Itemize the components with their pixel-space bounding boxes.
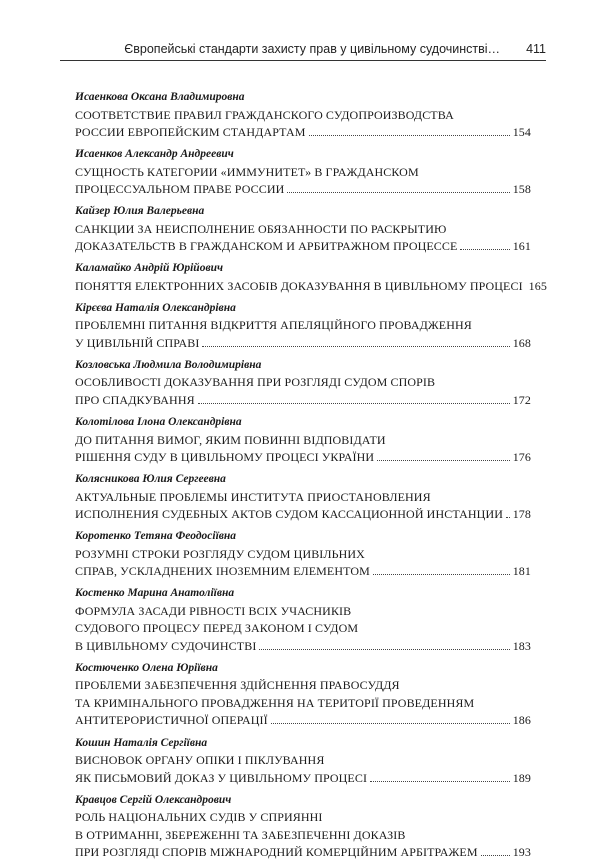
toc-entry bbox=[75, 203, 531, 256]
toc-title-text: ЯК ПИСЬМОВИЙ ДОКАЗ У ЦИВІЛЬНОМУ ПРОЦЕСІ bbox=[75, 770, 368, 785]
toc-entry bbox=[75, 300, 531, 353]
toc-title-line: СООТВЕТСТВИЕ ПРАВИЛ ГРАЖДАНСКОГО СУДОПРОИЗВОДСТВА bbox=[75, 107, 454, 122]
toc-title-line: ФОРМУЛА ЗАСАДИ РІВНОСТІ ВСІХ УЧАСНИКІВ bbox=[75, 603, 352, 618]
toc-title-text: ПОНЯТТЯ ЕЛЕКТРОННИХ ЗАСОБІВ ДОКАЗУВАННЯ В ЦИВІЛЬНОМУ ПРОЦЕСІ bbox=[75, 278, 523, 293]
toc-author: Козловська Людмила Володимирівна bbox=[75, 358, 262, 371]
toc-entry bbox=[75, 660, 531, 730]
toc-title-line: АКТУАЛЬНЫЕ ПРОБЛЕМЫ ИНСТИТУТА ПРИОСТАНОВЛЕНИЯ bbox=[75, 489, 431, 504]
toc-author: Исаенков Александр Андреевич bbox=[75, 148, 234, 161]
toc-title-line: СУДОВОГО ПРОЦЕСУ ПЕРЕД ЗАКОНОМ І СУДОМ bbox=[75, 621, 359, 636]
toc-title-line: ВИСНОВОК ОРГАНУ ОПІКИ І ПІКЛУВАННЯ bbox=[75, 753, 325, 768]
toc-author: Коротенко Тетяна Феодосіївна bbox=[75, 530, 237, 543]
toc-title-text: ПРОЦЕССУАЛЬНОМ ПРАВЕ РОССИИ bbox=[75, 182, 285, 197]
toc-page-number: 178 bbox=[512, 507, 531, 522]
toc-title-line bbox=[75, 238, 531, 256]
toc-page-number: 154 bbox=[512, 125, 531, 139]
toc-title-line: ДО ПИТАННЯ ВИМОГ, ЯКИМ ПОВИННІ ВІДПОВІДАТИ bbox=[75, 432, 386, 447]
toc-title-line bbox=[75, 335, 531, 353]
toc-page-number: 168 bbox=[512, 335, 531, 350]
toc-title-line: ПРОБЛЕМНІ ПИТАННЯ ВІДКРИТТЯ АПЕЛЯЦІЙНОГО ПРОВАДЖЕННЯ bbox=[75, 318, 472, 333]
toc-title-text: В ЦИВІЛЬНОМУ СУДОЧИНСТВІ bbox=[75, 638, 257, 653]
toc-entry bbox=[75, 89, 531, 142]
toc-title-text: АНТИТЕРОРИСТИЧНОЇ ОПЕРАЦІЇ bbox=[75, 713, 268, 728]
toc-author: Кравцов Сергій Олександрович bbox=[75, 793, 232, 806]
toc-title-line: ОСОБЛИВОСТІ ДОКАЗУВАННЯ ПРИ РОЗГЛЯДІ СУДОМ СПОРІВ bbox=[75, 375, 436, 390]
toc-page-number: 176 bbox=[512, 450, 531, 465]
toc-title-line bbox=[75, 278, 547, 296]
toc-title-text: СПРАВ, УСКЛАДНЕНИХ ІНОЗЕМНИМ ЕЛЕМЕНТОМ bbox=[75, 564, 370, 579]
table-of-contents bbox=[75, 89, 547, 862]
dot-leader bbox=[506, 506, 510, 518]
toc-page-number: 186 bbox=[512, 713, 531, 728]
dot-leader bbox=[202, 335, 509, 347]
toc-author: Кірєєва Наталія Олександрівна bbox=[75, 301, 236, 314]
dot-leader bbox=[309, 124, 510, 136]
header-rule bbox=[60, 60, 546, 61]
toc-title-line bbox=[75, 449, 531, 467]
toc-title-line bbox=[75, 712, 531, 730]
toc-title-line: ПРОБЛЕМИ ЗАБЕЗПЕЧЕННЯ ЗДІЙСНЕННЯ ПРАВОСУДДЯ bbox=[75, 678, 400, 693]
dot-leader bbox=[259, 638, 509, 650]
dot-leader bbox=[271, 712, 510, 724]
toc-page-number: 183 bbox=[512, 638, 531, 653]
toc-entry bbox=[75, 357, 531, 410]
toc-author: Колотілова Ілона Олександрівна bbox=[75, 416, 242, 429]
toc-title-line: РОЛЬ НАЦІОНАЛЬНИХ СУДІВ У СПРИЯННІ bbox=[75, 810, 323, 825]
dot-leader bbox=[287, 181, 509, 193]
running-title: Європейські стандарти захисту прав у цивільному судочинстві… bbox=[124, 42, 501, 56]
toc-entry bbox=[75, 146, 531, 199]
toc-entry bbox=[75, 260, 547, 295]
toc-entry bbox=[75, 471, 531, 524]
toc-page-number: 158 bbox=[512, 182, 531, 197]
toc-title-line bbox=[75, 770, 531, 788]
toc-title-line bbox=[75, 181, 531, 199]
toc-title-line bbox=[75, 124, 531, 142]
toc-title-line bbox=[75, 563, 531, 581]
toc-author: Костюченко Олена Юріївна bbox=[75, 661, 218, 674]
toc-title-line bbox=[75, 392, 531, 410]
toc-title-text: ДОКАЗАТЕЛЬСТВ В ГРАЖДАНСКОМ И АРБИТРАЖНОМ ПРОЦЕССЕ bbox=[75, 239, 458, 254]
dot-leader bbox=[370, 770, 510, 782]
toc-entry bbox=[75, 414, 531, 467]
toc-page-number: 181 bbox=[512, 564, 531, 579]
toc-entry bbox=[75, 735, 531, 788]
toc-page-number: 172 bbox=[512, 392, 531, 407]
toc-title-text: РІШЕННЯ СУДУ В ЦИВІЛЬНОМУ ПРОЦЕСІ УКРАЇНИ bbox=[75, 450, 375, 465]
toc-author: Кайзер Юлия Валерьевна bbox=[75, 205, 205, 218]
toc-title-text: ПРИ РОЗГЛЯДІ СПОРІВ МІЖНАРОДНИЙ КОМЕРЦІЙНИМ АРБІТРАЖЕМ bbox=[75, 845, 478, 860]
toc-title-text: РОССИИ ЕВРОПЕЙСКИМ СТАНДАРТАМ bbox=[75, 125, 306, 139]
toc-title-line bbox=[75, 844, 531, 862]
toc-title-line: В ОТРИМАННІ, ЗБЕРЕЖЕННІ ТА ЗАБЕЗПЕЧЕННІ ДОКАЗІВ bbox=[75, 827, 406, 842]
toc-author: Колясникова Юлия Сергеевна bbox=[75, 473, 226, 486]
toc-author: Костенко Марина Анатоліївна bbox=[75, 587, 235, 600]
toc-title-text: ИСПОЛНЕНИЯ СУДЕБНЫХ АКТОВ СУДОМ КАССАЦИОННОЙ ИНСТАНЦИИ bbox=[75, 507, 503, 522]
toc-entry bbox=[75, 528, 531, 581]
dot-leader bbox=[373, 563, 510, 575]
toc-title-line: РОЗУМНІ СТРОКИ РОЗГЛЯДУ СУДОМ ЦИВІЛЬНИХ bbox=[75, 546, 365, 561]
toc-author: Каламайко Андрій Юрійович bbox=[75, 262, 224, 275]
toc-entry bbox=[75, 585, 531, 655]
running-header bbox=[60, 34, 546, 56]
toc-title-line bbox=[75, 506, 531, 524]
toc-entry bbox=[75, 792, 531, 862]
toc-author: Исаенкова Оксана Владимировна bbox=[75, 91, 245, 103]
toc-page-number: 189 bbox=[512, 770, 531, 785]
toc-page-number: 193 bbox=[512, 845, 531, 860]
toc-title-line: САНКЦИИ ЗА НЕИСПОЛНЕНИЕ ОБЯЗАННОСТИ ПО РАСКРЫТИЮ bbox=[75, 221, 447, 236]
dot-leader bbox=[481, 844, 510, 856]
dot-leader bbox=[198, 392, 510, 404]
toc-page-number: 165 bbox=[528, 278, 547, 293]
toc-title-text: ПРО СПАДКУВАННЯ bbox=[75, 392, 195, 407]
toc-title-line bbox=[75, 638, 531, 656]
toc-title-line: ТА КРИМІНАЛЬНОГО ПРОВАДЖЕННЯ НА ТЕРИТОРІЇ ПРОВЕДЕННЯМ bbox=[75, 695, 475, 710]
page-number: 411 bbox=[526, 42, 546, 56]
dot-leader bbox=[377, 449, 510, 461]
toc-title-line: СУЩНОСТЬ КАТЕГОРИИ «ИММУНИТЕТ» В ГРАЖДАНСКОМ bbox=[75, 164, 419, 179]
toc-author: Кошин Наталія Сергіївна bbox=[75, 736, 208, 749]
dot-leader bbox=[460, 238, 509, 250]
toc-title-text: У ЦИВІЛЬНІЙ СПРАВІ bbox=[75, 335, 200, 350]
toc-page-number: 161 bbox=[512, 239, 531, 254]
